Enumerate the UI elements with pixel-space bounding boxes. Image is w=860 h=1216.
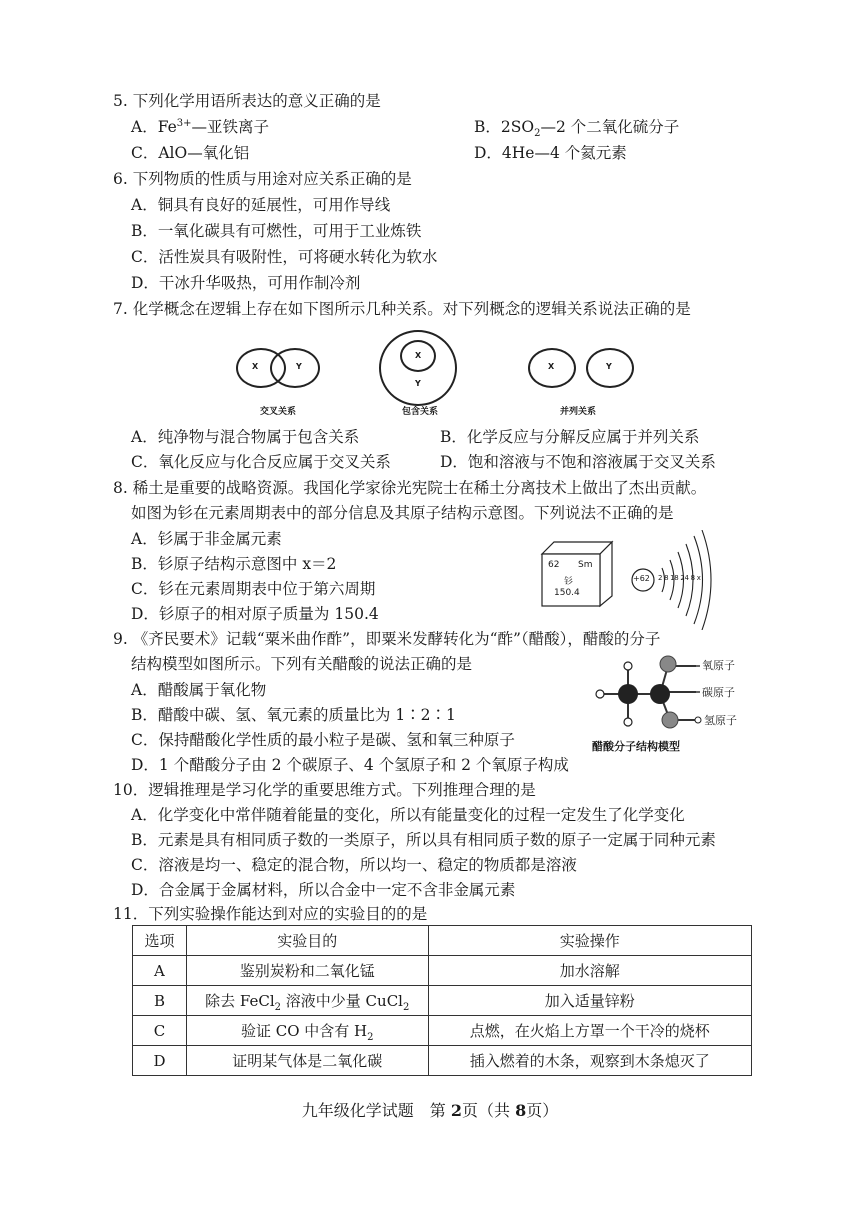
oxygen-atom-label: 氧原子	[702, 659, 735, 672]
q6-option-a: A．铜具有良好的延展性，可用作导线	[131, 196, 391, 214]
q5-option-b: B．$2SO_2—2$ 个二氧化硫分子	[474, 118, 680, 140]
q6-stem: 6. 下列物质的性质与用途对应关系正确的是	[113, 170, 412, 188]
q9-option-b: B．醋酸中碳、氢、氧元素的质量比为 1∶2∶1	[131, 706, 456, 724]
table-header-row	[133, 926, 752, 956]
q5-stem: 5. 下列化学用语所表达的意义正确的是	[113, 92, 381, 110]
acetic-acid-model	[592, 646, 752, 754]
inclusion-label: 包含关系	[402, 407, 439, 417]
q8-stem-line1: 8. 稀土是重要的战略资源。我国化学家徐光宪院士在稀土分离技术上做出了杰出贡献。	[113, 479, 707, 497]
q7-option-c: C．氧化反应与化合反应属于交叉关系	[131, 453, 391, 471]
q9-option-d: D．1 个醋酸分子由 2 个碳原子、4 个氢原子和 2 个氧原子构成	[131, 756, 569, 774]
table-row	[133, 956, 752, 986]
q7-stem: 7. 化学概念在逻辑上存在如下图所示几种关系。对下列概念的逻辑关系说法正确的是	[113, 300, 691, 318]
intersection-label: 交叉关系	[260, 407, 297, 417]
table-cell-goal: 鉴别炭粉和二氧化锰	[186, 956, 428, 986]
model-caption: 醋酸分子结构模型	[592, 740, 680, 753]
q5-option-d: D．4He—4 个氦元素	[474, 144, 627, 162]
parallel-label: 并列关系	[560, 407, 597, 417]
q8-option-a: A．钐属于非金属元素	[131, 530, 282, 548]
venn-inclusion-diagram: X Y 包含关系	[376, 328, 466, 418]
q6-option-b: B．一氧化碳具有可燃性，可用于工业炼铁	[131, 222, 422, 240]
table-cell-operation: 点燃，在火焰上方罩一个干冷的烧杯	[428, 1016, 751, 1046]
table-cell-operation: 加入适量锌粉	[428, 986, 751, 1016]
venn-intersection-diagram: X Y 交叉关系	[230, 338, 330, 418]
table-row	[133, 986, 752, 1016]
table-cell-operation: 插入燃着的木条，观察到木条熄灭了	[428, 1046, 751, 1076]
q6-option-d: D．干冰升华吸热，可用作制冷剂	[131, 274, 361, 292]
table-cell-option: D	[133, 1046, 187, 1076]
table-cell-option: C	[133, 1016, 187, 1046]
q10-stem: 10．逻辑推理是学习化学的重要思维方式。下列推理合理的是	[113, 781, 536, 799]
q7-option-d: D．饱和溶液与不饱和溶液属于交叉关系	[440, 453, 716, 471]
q10-option-d: D．合金属于金属材料，所以合金中一定不含非金属元素	[131, 881, 516, 899]
venn-parallel-diagram: X Y 并列关系	[526, 338, 646, 418]
carbon-atom-label: 碳原子	[702, 686, 735, 699]
q7-option-b: B．化学反应与分解反应属于并列关系	[440, 428, 700, 446]
page-footer: 九年级化学试题 第 2页（共 8页）	[301, 1101, 559, 1120]
table-row	[133, 1046, 752, 1076]
hydrogen-atom-label: 氢原子	[704, 714, 737, 727]
q9-option-c: C．保持醋酸化学性质的最小粒子是碳、氢和氧三种原子	[131, 731, 515, 749]
q5-option-c: C．AlO—氧化铝	[131, 144, 250, 162]
q10-option-c: C．溶液是均一、稳定的混合物，所以均一、稳定的物质都是溶液	[131, 856, 577, 874]
table-cell-option: B	[133, 986, 187, 1016]
q9-stem-line1: 9. 《齐民要术》记载“粟米曲作酢”，即粟米发酵转化为“酢”（醋酸），醋酸的分子	[113, 630, 661, 648]
q8-option-b: B．钐原子结构示意图中 x＝2	[131, 555, 337, 573]
table-cell-option: A	[133, 956, 187, 986]
periodic-table-cell: 62 Sm 钐 150.4	[540, 540, 614, 608]
table-header: 实验目的	[186, 926, 428, 956]
q10-option-b: B．元素是具有相同质子数的一类原子，所以具有相同质子数的原子一定属于同种元素	[131, 831, 716, 849]
q9-stem-line2: 结构模型如图所示。下列有关醋酸的说法正确的是	[131, 655, 473, 673]
q7-option-a: A．纯净物与混合物属于包含关系	[131, 428, 360, 446]
q8-stem-line2: 如图为钐在元素周期表中的部分信息及其原子结构示意图。下列说法不正确的是	[131, 504, 674, 522]
atomic-structure-diagram: +62 2 8 18 24 8 x	[630, 530, 720, 630]
table-cell-goal: 证明某气体是二氧化碳	[186, 1046, 428, 1076]
q8-option-d: D．钐原子的相对原子质量为 150.4	[131, 605, 379, 623]
table-cell-operation: 加水溶解	[428, 956, 751, 986]
q9-option-a: A．醋酸属于氧化物	[131, 681, 267, 699]
experiment-table	[132, 925, 752, 1076]
q6-option-c: C．活性炭具有吸附性，可将硬水转化为软水	[131, 248, 438, 266]
q5-option-a: A．$Fe^{3+}—$亚铁离子	[131, 117, 270, 136]
table-row	[133, 1016, 752, 1046]
q8-option-c: C．钐在元素周期表中位于第六周期	[131, 580, 376, 598]
table-header: 实验操作	[428, 926, 751, 956]
q11-stem: 11．下列实验操作能达到对应的实验目的的是	[113, 905, 428, 923]
table-cell-goal: 验证 CO 中含有 $H_2$	[186, 1016, 428, 1046]
table-header: 选项	[133, 926, 187, 956]
q10-option-a: A．化学变化中常伴随着能量的变化，所以有能量变化的过程一定发生了化学变化	[131, 806, 685, 824]
table-cell-goal: 除去 FeCl$_2$ 溶液中少量 CuCl$_2$	[186, 986, 428, 1016]
